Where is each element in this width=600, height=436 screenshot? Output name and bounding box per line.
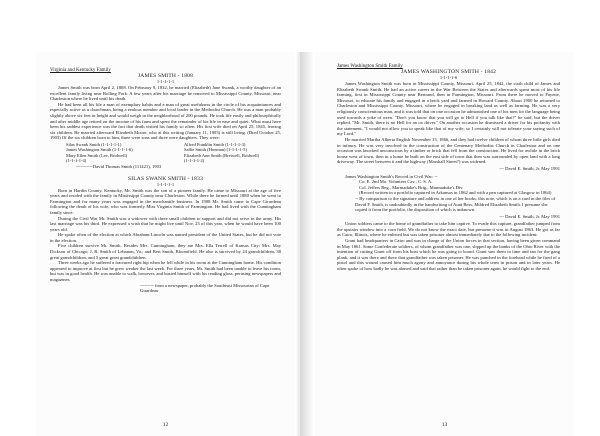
jw-smith-para3: Union soldiers came to the home of grandfather to take him captive. To evade this capture, grandfather jumped from the upstairs window into a corn field. We do not know the exact date, but presume it was in August 1863. He got as far as Cairo, Illinois, where he enlisted but was taken prisoner almost immediately due to the following incident: — [337, 221, 560, 238]
silas-smith-para7: Three weeks ago he suffered a fractured right hip when he fell while in his room at the Cunningham home. His condition appeared to improve at first but he grew weaker the last week. For three years, Mr. Smith had been unable to leave his room, but was in good health. He was unable to walk, however, and busied himself with his reading glass, perusing newspapers and magazines. — [50, 260, 281, 283]
children-list — [50, 142, 281, 163]
signature-1: --- David E. Smith, Jr. May 1991 — [499, 165, 560, 171]
page-number-right: 13 — [441, 422, 448, 428]
james-washington-title: JAMES WASHINGTON SMITH - 1842 — [400, 69, 497, 75]
james-smith-title: JAMES SMITH - 1808 — [137, 73, 194, 79]
handwriting-note: -- By comparison to the signature and address in one of her books, this note, which is on a card in the files of David F. Smith, is undoubtedly in the handwriting of Aunt Bess, Mildred Elizabeth Smith. I presume she copied it from the portfolio, the disposition of which is unknown. — [355, 196, 556, 213]
record-line: Col. Jeffers Reg., Marmaduke's Brig., Marmaduke's Div. — [359, 184, 464, 190]
silas-smith-para6: Five children survive Mr. Smith. Besides Mrs. Cunningham, they are Mrs. Ella Terrell of Kansas City; Mrs. May Dickson of Chicago; J. R. Smith of Lebanon, Va.; and Bert Smith, Bloomfield. He also is survived by 24 grandchildren, 38 great grandchildren, and 5 great great grandchildren. — [50, 243, 281, 260]
list-item: Mary Ellen Smith (Lee, Bridwell) Elizabeth Ann Smith (Bretwell, Bridwell) — [66, 152, 260, 158]
james-washington-ref: 1-1-1-1-6 — [439, 75, 458, 80]
page-number-left: 12 — [162, 422, 169, 428]
gutter-shadow — [300, 52, 314, 436]
jw-smith-para4: Grant had headquarters in Cairo and was in charge of the Union forces in that section, having been given command in May 1861. Some Confederate soldiers, of whom grandfather was one, slipped up the banks of the Ohio River with the intention of cutting Grant off from his boat which he was going to board. Grant saw them in time and ran for the gang plank, and it was there and there that grandfather was taken prisoner. He was punched in the forehead while he fired of a pistol and this wound caused him much agony and annoyance during his whole term in prison and in later years. He often spoke of how badly he was abused and said that rather than be taken prisoner again, he would fight to the end. — [337, 237, 560, 271]
source-credit-1: -----------David Thomas Smith (111421), 1903 — [76, 164, 162, 170]
silas-smith-para5: He spoke often of the election at which Abraham Lincoln was named president of the United States, but he did not vote in the election. — [50, 232, 281, 243]
list-item: James Washington Smith (1-1-1-1-6) Sallie Smith (Hoeman) (1-1-1-1-5) — [66, 147, 247, 153]
silas-smith-para4: During the Civil War Mr. Smith was a widower with three small children to support and did not serve in the army. His last marriage was his third. He expressed a wish that he might live until Nov. 23 of this year, when he would have been 100 years old. — [50, 215, 281, 232]
right-page — [315, 52, 574, 436]
source-credit-2: --------- from a newspaper, probably the Southeast Missourian of Cape Girardeau — [140, 282, 270, 294]
list-item: Silas Swank Smith (1-1-1-1-1) Alfred Franklin Smith (1-1-1-1-3) — [66, 141, 246, 147]
silas-smith-ref: 1-1-1-1-1 — [156, 181, 175, 187]
silas-smith-title: SILAS SWANK SMITH - 1833 — [127, 175, 204, 182]
silas-smith-para3: Born in Hardin County, Kentucky, Mr. Smith was the son of a pioneer family. He came to Missouri at the age of five years and resided with the family in Mississippi County near Charleston. While there he farmed until 1880 when he went to Farmington and for many years was engaged in the merchantile business. In 1908 Mr. Smith came to Cape Girardeau following the death of his wife, who was formerly Miss Virginia Smith of Farmington. He had lived with the Cunningham family since. — [50, 187, 281, 215]
list-item: (1-1-1-1-4) (1-1-1-1-2) — [66, 157, 205, 163]
left-page-header: Virginia and Kentucky Family — [50, 68, 111, 73]
james-smith-para2: He had been all his life a man of exemplary habits and a man of great usefulness in the circle of his acquaintances and especially active as a churchman, being a zealous member and local leader in the Methodist Church. He was a man probably slightly above six feet in height and would weigh in the neighborhood of 200 pounds. He took life easily and philosophically and after middle age retired on the income of his farm and spent the remainder of his life in ease and quiet. What must have been his saddest experience was the fact that death visited his family so often. His first wife died on April 25, 1845, leaving six children. He married afterward Elizabeth Moore, who at this writing (January 11, 1903) is still living. (Died October 25, 1903) Of the six children born to him, three were sons and three were daughters. They were: — [50, 101, 281, 141]
right-page-header: James Washington Smith Family — [337, 64, 403, 69]
james-smith-para1: James Smith was born April 2, 1808. On February 9, 1832, he married (Elizabeth) Jane Swank, a worthy daughter of an excellent family living near Rolling Fork. A few years after his marriage he removed to Mississippi County, Missouri, near Charleston where he lived until his death. — [50, 85, 281, 102]
civil-war-record-title: James Washington Smith's Record in Civil War: -- — [345, 173, 438, 179]
jw-smith-para1: James Washington Smith was born in Mississippi County, Missouri, April 25, 1842, the sixth child of James and Elizabeth Swank Smith. He had an active career in the War Between the States and afterwards spent most of his life farming, first in Mississippi County near Bertrand, then in Farmington, Missouri. From there he moved to Fayette, Missouri, to educate his family and engaged in a brick yard and farmed in Howard County. About 1900 he returned to Charleston and Mississippi County, Missouri, where he engaged in breaking land as well as farming. He was a very religiously conscientious man, and it was told that on one occasion he admonished one of his men for the language being used towards a yoke of oxen. "Don't you know that you will go to Hell if you talk like that?" he said, but the driver replied, "Mr. Smith, there is no Hell for an ox driver." On another occasion he dismissed a driver for his profanity with the statement, "I would not allow you to speak like that of my wife, so I certainly will not tolerate your saying such of my Lord." — [337, 81, 560, 137]
signature-2: --- David E. Smith, Jr. May 1991 — [499, 213, 560, 219]
right-page-content — [315, 64, 574, 271]
jw-smith-para2: He married Martha Alberta English November 15, 1866, and they had twelve children of whom three little girls died in infancy. He was very involved in the construction of the Centenary Methodist Church in Charleston and on one occasion was knocked unconscious by a timber or brick that fell from the construction. He lived for awhile in the brick house west of town, then in a home he built on the east side of town that then was surrounded by open land with a long driveway. The street between it and the highway (Marshall Street?) was widened. — [337, 136, 560, 165]
left-page — [36, 52, 295, 436]
record-line: Co. E. 2nd Mo. Volunteer Cav., C. S. A. — [359, 179, 433, 185]
james-smith-ref: 1-1-1-1-1 — [156, 79, 175, 84]
record-line: (Record written in a portfolio captured in Arkansas in 1862 and with a pen captured at Glasgow in 1864) — [359, 189, 552, 195]
left-page-content — [36, 68, 295, 293]
